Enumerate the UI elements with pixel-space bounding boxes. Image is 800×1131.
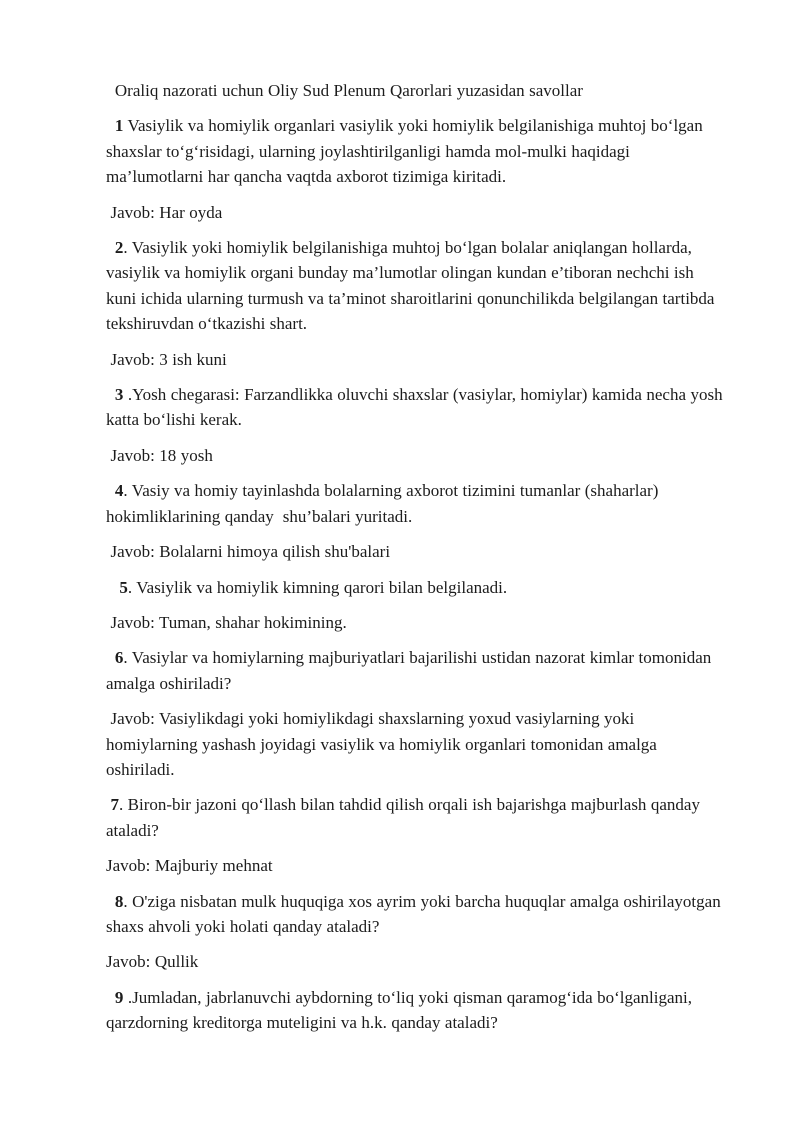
question-paragraph: 5. Vasiylik va homiylik kimning qarori bilan belgilanadi. bbox=[119, 577, 508, 597]
question-paragraph: 8. O'ziga nisbatan mulk huquqiga xos ayrim yoki barcha huquqlar amalga oshirilayotgan shaxs ahvoli yoki holati qanday ataladi? bbox=[106, 891, 726, 936]
answer-paragraph: Javob: Bolalarni himoya qilish shu'balari bbox=[110, 542, 391, 562]
question-number: 8 bbox=[114, 891, 124, 911]
answer-paragraph: Javob: Majburiy mehnat bbox=[106, 856, 273, 876]
question-number: 2 bbox=[114, 238, 124, 258]
answer-paragraph: Javob: 18 yosh bbox=[110, 445, 213, 465]
answer-paragraph: Javob: Vasiylikdagi yoki homiylikdagi shaxslarning yoxud vasiylarning yoki homiylarning yashash joyidagi vasiylik va homiylik organlari tomonidan amalga oshiriladi. bbox=[106, 709, 662, 779]
question-number: 5 bbox=[119, 577, 128, 597]
question-number: 9 bbox=[114, 987, 124, 1007]
question-paragraph: 6. Vasiylar va homiylarning majburiyatlari bajarilishi ustidan nazorat kimlar tomonidan amalga oshiriladi? bbox=[106, 648, 716, 693]
question-paragraph: 3 .Yosh chegarasi: Farzandlikka oluvchi shaxslar (vasiylar, homiylar) kamida necha yosh katta bo‘lishi kerak. bbox=[106, 385, 728, 430]
question-number: 7 bbox=[110, 795, 119, 815]
question-paragraph: 7. Biron-bir jazoni qo‘llash bilan tahdid qilish orqali ish bajarishga majburlash qanday ataladi? bbox=[106, 795, 705, 840]
question-paragraph: 4. Vasiy va homiy tayinlashda bolalarning axborot tizimini tumanlar (shaharlar) hokimliklarining qanday shu’balari yuritadi. bbox=[106, 481, 663, 526]
answer-paragraph: Javob: Tuman, shahar hokimining. bbox=[110, 612, 347, 632]
answer-paragraph: Javob: Har oyda bbox=[110, 202, 223, 222]
question-number: 4 bbox=[114, 481, 124, 501]
question-paragraph: 9 .Jumladan, jabrlanuvchi aybdorning to‘liq yoki qisman qaramog‘ida bo‘lganligani, qarzdorning kreditorga muteligini va h.k. qanday ataladi? bbox=[106, 987, 697, 1033]
question-number: 6 bbox=[114, 648, 124, 668]
question-number: 3 bbox=[114, 385, 124, 405]
answer-paragraph: Javob: Qullik bbox=[106, 952, 199, 972]
question-number: 1 bbox=[114, 116, 124, 136]
document-title: Oraliq nazorati uchun Oliy Sud Plenum Qarorlari yuzasidan savollar bbox=[106, 81, 583, 100]
question-paragraph: 1 Vasiylik va homiylik organlari vasiylik yoki homiylik belgilanishiga muhtoj bo‘lgan shaxslar to‘g‘risidagi, ularning joylashtirilganligi hamda mol-mulki haqidagi ma’lumotlarni har qancha vaqtda axborot tizimiga kiritadi. bbox=[106, 116, 708, 187]
answer-paragraph: Javob: 3 ish kuni bbox=[110, 349, 227, 369]
question-paragraph: 2. Vasiylik yoki homiylik belgilanishiga muhtoj bo‘lgan bolalar aniqlangan hollarda, vasiylik va homiylik organi bunday ma’lumotlar olingan kundan e’tiboran nechchi ish kuni ichida ularning turmush va ta’minot sharoitlarini qonunchilikda belgilangan tartibda tekshiruvdan o‘tkazishi shart. bbox=[106, 238, 719, 334]
